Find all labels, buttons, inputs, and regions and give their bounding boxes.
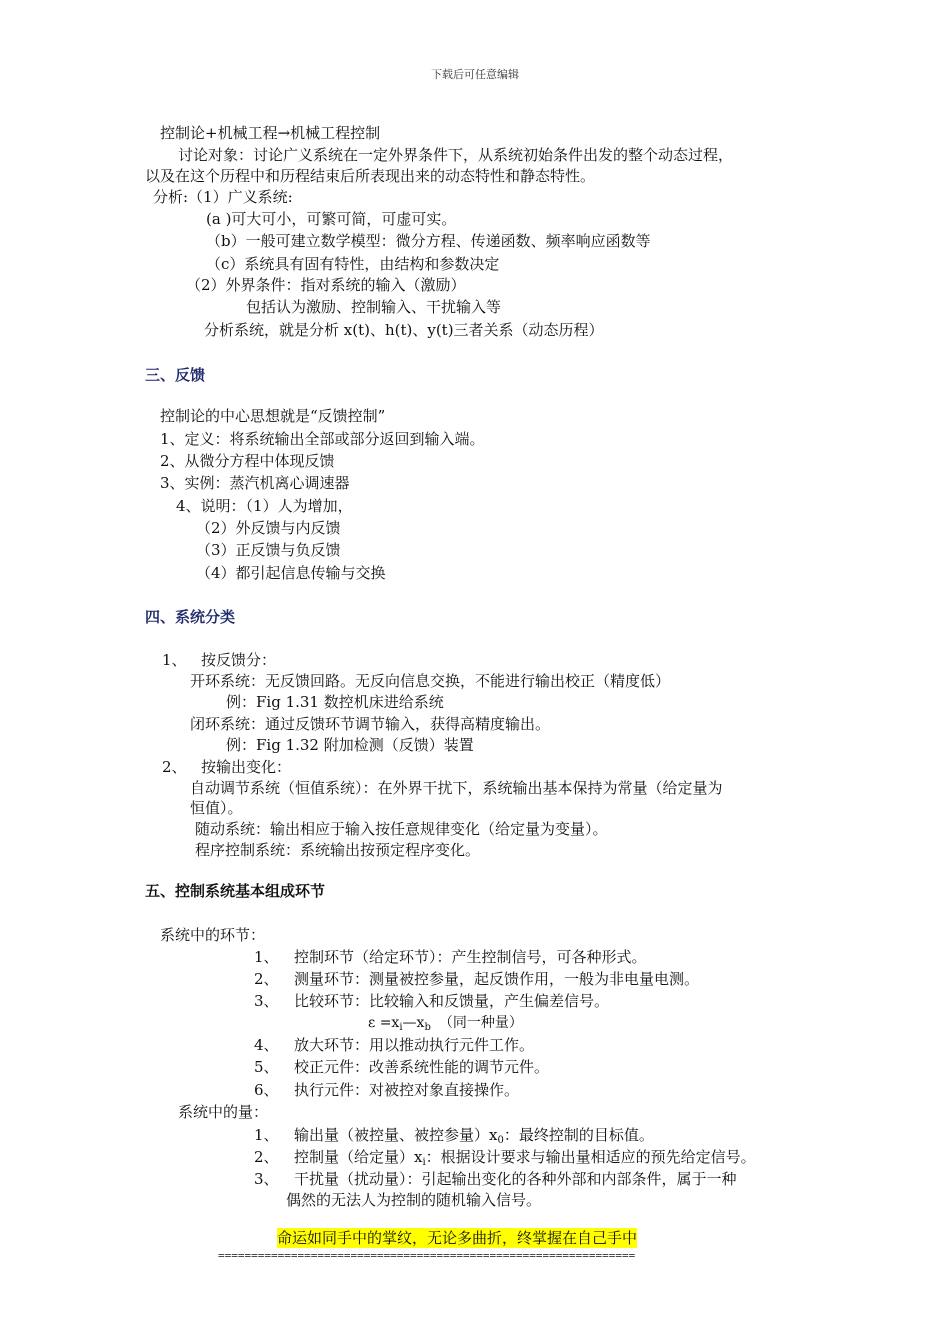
sec4-line-6: 恒值）。 (190, 799, 243, 817)
sec5-item-num: 6、 (254, 1081, 279, 1099)
sec4-heading-1: 按反馈分： (201, 651, 277, 669)
sec5-item-num: 2、 (254, 970, 279, 988)
sec3-line-6: （2）外反馈与内反馈 (196, 519, 341, 537)
sec5-item-num: 4、 (254, 1036, 279, 1054)
sec4-heading-2: 按输出变化： (201, 758, 292, 776)
quantity-text-3b: 偶然的无法人为控制的随机输入信号。 (286, 1191, 542, 1209)
intro-line-8: （2）外界条件：指对系统的输入（激励） (186, 276, 466, 294)
sec3-line-8: （4）都引起信息传输与交换 (196, 564, 386, 582)
sec5-item-num: 3、 (254, 992, 279, 1010)
sec4-line-8: 程序控制系统：系统输出按预定程序变化。 (195, 841, 481, 859)
quantity-num-2: 2、 (254, 1148, 279, 1166)
intro-line-3: 以及在这个历程中和历程结束后所表现出来的动态特性和静态特性。 (145, 167, 596, 185)
footer-rule: =============================================================== (218, 1249, 636, 1262)
intro-line-7: （c）系统具有固有特性，由结构和参数决定 (206, 255, 500, 273)
intro-line-1: 控制论+机械工程→机械工程控制 (160, 124, 381, 142)
intro-line-4: 分析:（1）广义系统: (153, 188, 293, 206)
sec4-line-2: 例：Fig 1.31 数控机床进给系统 (226, 693, 444, 711)
section-5-title: 五、控制系统基本组成环节 (145, 882, 326, 900)
intro-line-6: （b）一般可建立数学模型：微分方程、传递函数、频率响应函数等 (206, 232, 651, 250)
sec3-line-3: 2、从微分方程中体现反馈 (160, 452, 335, 470)
quantity-text-2: 控制量（给定量）$x_i$：根据设计要求与输出量相适应的预先给定信号。 (294, 1148, 756, 1168)
sec5-group-2: 系统中的量： (178, 1103, 269, 1121)
sec5-item-text: 控制环节（给定环节）：产生控制信号，可各种形式。 (294, 948, 647, 966)
sec4-line-7: 随动系统：输出相应于输入按任意规律变化（给定量为变量）。 (195, 820, 608, 838)
sec3-line-5: 4、说明：（1）人为增加， (176, 497, 353, 515)
sec5-item-text: 校正元件：改善系统性能的调节元件。 (294, 1058, 550, 1076)
sec4-num-1: 1、 (162, 651, 187, 669)
intro-line-9: 包括认为激励、控制输入、干扰输入等 (246, 298, 502, 316)
sec3-line-2: 1、定义：将系统输出全部或部分返回到输入端。 (160, 430, 485, 448)
intro-line-5: (a )可大可小，可繁可简，可虚可实。 (206, 210, 457, 228)
sec4-num-2: 2、 (162, 758, 187, 776)
sec3-line-1: 控制论的中心思想就是“反馈控制” (160, 407, 386, 425)
sec5-item-text: 放大环节：用以推动执行元件工作。 (294, 1036, 535, 1054)
sec3-line-7: （3）正反馈与负反馈 (196, 541, 341, 559)
section-3-title: 三、反馈 (145, 366, 206, 384)
page-header: 下载后可任意编辑 (431, 68, 519, 81)
sec5-item-text: 比较环节：比较输入和反馈量，产生偏差信号。 (294, 992, 610, 1010)
sec4-line-1: 开环系统：无反馈回路。无反向信息交换，不能进行输出校正（精度低） (190, 672, 671, 690)
quantity-num-3: 3、 (254, 1170, 279, 1188)
sec4-line-3: 闭环系统：通过反馈环节调节输入，获得高精度输出。 (190, 715, 551, 733)
quantity-text-3a: 干扰量（扰动量）：引起输出变化的各种外部和内部条件，属于一种 (294, 1170, 737, 1188)
sec5-item-num: 5、 (254, 1058, 279, 1076)
footer-motto: 命运如同手中的掌纹，无论多曲折，终掌握在自己手中 (277, 1229, 638, 1247)
sec5-item-text: 执行元件：对被控对象直接操作。 (294, 1081, 520, 1099)
quantity-num-1: 1、 (254, 1126, 279, 1144)
sec5-item-num: 1、 (254, 948, 279, 966)
error-equation: $\varepsilon =x_i—x_b$ （同一种量） (368, 1015, 523, 1033)
sec4-line-5: 自动调节系统（恒值系统）：在外界干扰下，系统输出基本保持为常量（给定量为 (190, 779, 723, 797)
quantity-text-1: 输出量（被控量、被控参量）$x_0$：最终控制的目标值。 (294, 1126, 654, 1146)
sec3-line-4: 3、实例：蒸汽机离心调速器 (160, 474, 350, 492)
sec4-line-4: 例：Fig 1.32 附加检测（反馈）装置 (226, 736, 474, 754)
sec5-group-1: 系统中的环节： (160, 926, 266, 944)
intro-line-2: 讨论对象：讨论广义系统在一定外界条件下，从系统初始条件出发的整个动态过程， (178, 146, 734, 164)
intro-line-10: 分析系统，就是分析 x(t)、h(t)、y(t)三者关系（动态历程） (204, 321, 604, 339)
section-4-title: 四、系统分类 (145, 608, 236, 626)
sec5-item-text: 测量环节：测量被控参量，起反馈作用，一般为非电量电测。 (294, 970, 700, 988)
